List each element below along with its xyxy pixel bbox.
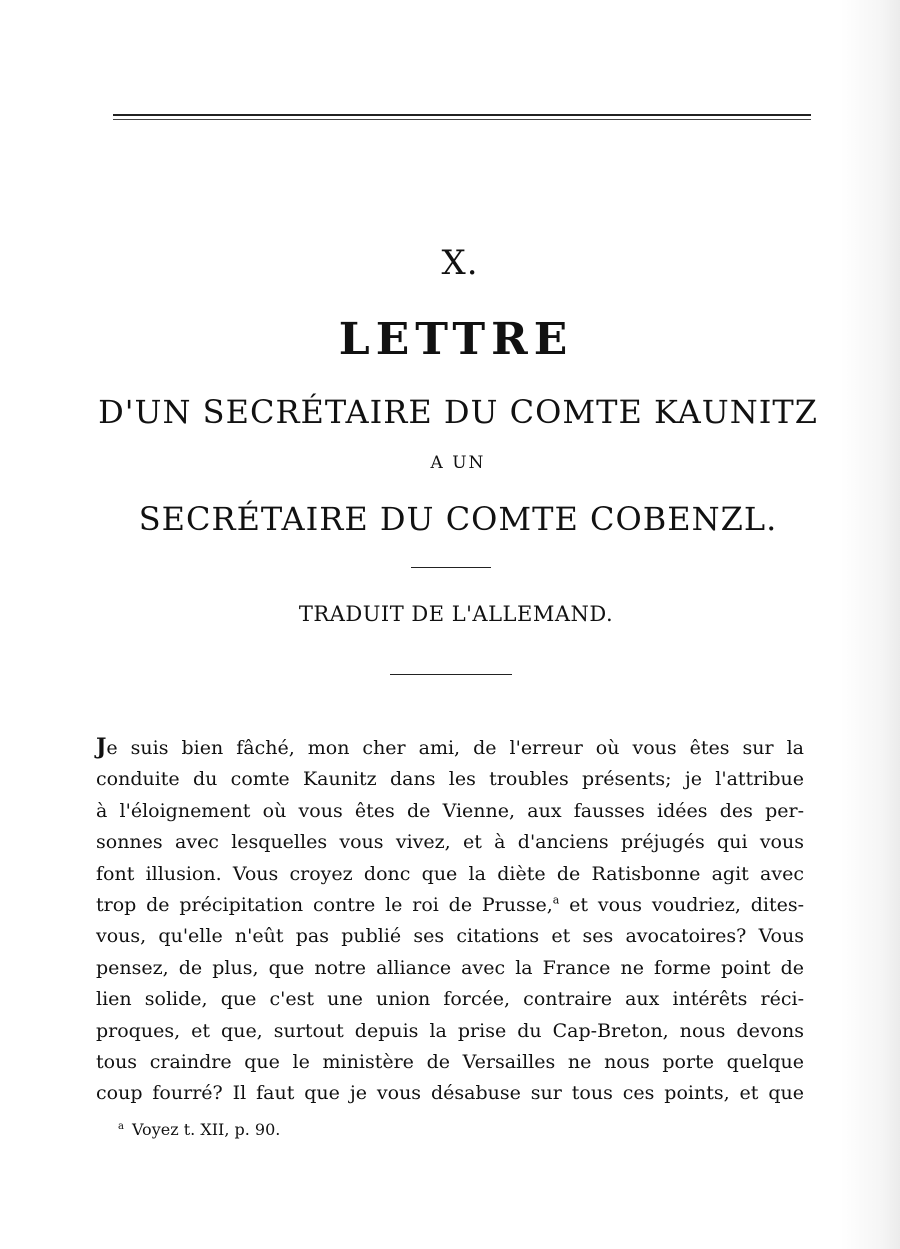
body-line-2: conduite du comte Kaunitz dans les troubles présents; je l'attribue <box>96 768 804 791</box>
footnote-marker: a <box>118 1120 124 1132</box>
body-line-10: proques, et que, surtout depuis la prise du Cap-Breton, nous devons <box>96 1019 804 1042</box>
top-rule-thick <box>113 114 811 116</box>
title-line-kaunitz: D'UN SECRÉTAIRE DU COMTE KAUNITZ <box>98 393 818 431</box>
body-line-11: tous craindre que le ministère de Versailles ne nous porte quelque <box>96 1051 804 1074</box>
subtitle-traduit: TRADUIT DE L'ALLEMAND. <box>298 602 614 626</box>
top-double-rule <box>113 114 811 120</box>
divider-rule-1 <box>411 567 491 568</box>
body-line-6 <box>96 890 804 921</box>
footnote-text: Voyez t. XII, p. 90. <box>131 1120 281 1139</box>
divider-rule-2 <box>390 674 512 675</box>
body-line-1 <box>96 732 804 764</box>
title-line-cobenzl: SECRÉTAIRE DU COMTE COBENZL. <box>138 500 778 538</box>
body-line-6b: et vous voudriez, dites- <box>569 894 804 917</box>
body-line-7: vous, qu'elle n'eût pas publié ses citations et ses avocatoires? Vous <box>96 925 804 948</box>
letter-body <box>96 732 804 1110</box>
body-line-6a: trop de précipitation contre le roi de Prusse, <box>96 894 553 917</box>
footnote-reference[interactable]: a <box>552 893 560 907</box>
body-line-8: pensez, de plus, que notre alliance avec la France ne forme point de <box>96 956 804 979</box>
top-rule-thin <box>113 119 811 120</box>
footnote <box>118 1120 280 1139</box>
body-line-4: sonnes avec lesquelles vous vivez, et à d'anciens préjugés qui vous <box>96 831 804 854</box>
body-line-5: font illusion. Vous croyez donc que la diète de Ratisbonne agit avec <box>96 862 804 885</box>
body-line-12: coup fourré? Il faut que je vous désabuse sur tous ces points, et que <box>96 1082 804 1105</box>
body-line-3: à l'éloignement où vous êtes de Vienne, aux fausses idées des per- <box>96 799 804 822</box>
body-line-9: lien solide, que c'est une union forcée, contraire aux intérêts réci- <box>96 988 804 1011</box>
title-line-a-un: A UN <box>430 453 486 473</box>
chapter-numeral: X. <box>441 243 479 283</box>
drop-cap: J <box>96 734 107 760</box>
title-lettre: LETTRE <box>338 314 574 365</box>
body-line-1-text: e suis bien fâché, mon cher ami, de l'erreur où vous êtes sur la <box>106 737 804 759</box>
